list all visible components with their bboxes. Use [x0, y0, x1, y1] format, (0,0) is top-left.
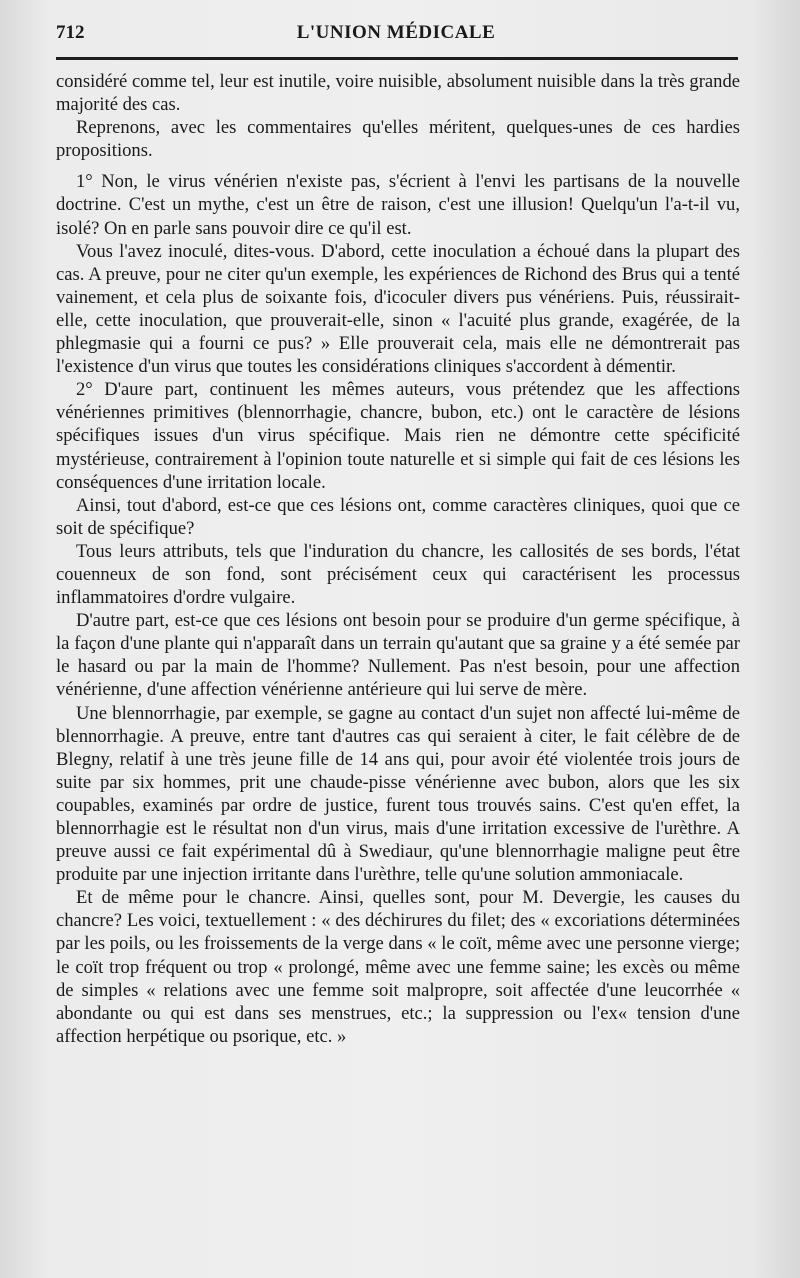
paragraph: Une blennorrhagie, par exemple, se gagne au contact d'un sujet non affecté lui-même de blennorrhagie. A preuve, entre tant d'autres cas qui seraient à citer, le fait célèbre de de Blegny, relatif à une très jeune fille de 14 ans qui, pour avoir été violentée trois jours de suite par six hommes, prit une chaude-pisse vénérienne avec bubon, alors que les six coupables, examinés par ordre de justice, furent tous trouvés sains. C'est qu'en effet, la blennorrhagie est le résultat non d'un virus, mais d'une irritation excessive de l'urèthre. A preuve aussi ce fait expérimental dû à Swediaur, qu'une blennorrhagie maligne peut être produite par une injection irritante dans l'urèthre, telle qu'une solution ammoniacale.: [56, 702, 740, 886]
paragraph: D'autre part, est-ce que ces lésions ont besoin pour se produire d'un germe spécifique, à la façon d'une plante qui n'apparaît dans un terrain qu'autant que sa graine y a été semée par le hasard ou par la main de l'homme? Nullement. Pas n'est besoin, pour une affection vénérienne, d'une affection vénérienne antérieure qui lui serve de mère.: [56, 610, 740, 701]
paragraph: Et de même pour le chancre. Ainsi, quelles sont, pour M. Devergie, les causes du chancre? Les voici, textuellement : « des déchirures du filet; des « excoriations déterminées par les poils, ou les froissements de la verge dans « le coït, même avec une personne vierge; le coït trop fréquent ou trop « prolongé, même avec une femme saine; les excès ou même de simples « relations avec une femme soit malpropre, soit affectée d'une leucorrhée « abondante ou qui est dans ses menstrues, etc.; la suppression ou l'ex« tension d'une affection herpétique ou psorique, etc. »: [56, 887, 740, 1047]
running-header: [56, 22, 736, 50]
paragraph: Ainsi, tout d'abord, est-ce que ces lésions ont, comme caractères cliniques, quoi que ce soit de spécifique?: [56, 494, 740, 539]
paragraph: considéré comme tel, leur est inutile, voire nuisible, absolument nuisible dans la très grande majorité des cas.: [56, 71, 740, 116]
header-rule: [56, 57, 738, 60]
paragraph: Vous l'avez inoculé, dites-vous. D'abord, cette inoculation a échoué dans la plupart des cas. A preuve, pour ne citer qu'un exemple, les expériences de Richond des Brus qui a tenté vainement, et cela plus de soixante fois, d'icoculer divers pus vénériens. Puis, réussirait-elle, cette inoculation, que prouverait-elle, sinon « l'acuité plus grande, exagérée, de la phlegmasie qui a fourni ce pus? » Elle prouverait cela, mais elle ne démontrerait pas l'existence d'un virus que toutes les considérations cliniques s'accordent à démentir.: [56, 240, 740, 378]
article-body: [56, 70, 740, 1048]
paragraph: 1° Non, le virus vénérien n'existe pas, s'écrient à l'envi les partisans de la nouvelle doctrine. C'est un mythe, c'est un être de raison, c'est une illusion! Quelqu'un l'a-t-il vu, isolé? On en parle sans pouvoir dire ce qu'il est.: [56, 171, 740, 239]
paragraph: Reprenons, avec les commentaires qu'elles méritent, quelques-unes de ces hardies propositions.: [56, 117, 740, 162]
page-number: 712: [56, 22, 85, 43]
paragraph: Tous leurs attributs, tels que l'induration du chancre, les callosités de ses bords, l'état couenneux de son fond, sont précisément ceux qui caractérisent les processus inflammatoires d'ordre vulgaire.: [56, 540, 740, 609]
journal-title: L'UNION MÉDICALE: [296, 22, 496, 43]
paragraph: 2° D'aure part, continuent les mêmes auteurs, vous prétendez que les affections vénériennes primitives (blennorrhagie, chancre, bubon, etc.) ont le caractère de lésions spécifiques issues d'un virus spécifique. Mais rien ne démontre cette spécificité mystérieuse, contrairement à l'opinion toute naturelle et si simple qui fait de ces lésions les conséquences d'une irritation locale.: [56, 379, 740, 493]
